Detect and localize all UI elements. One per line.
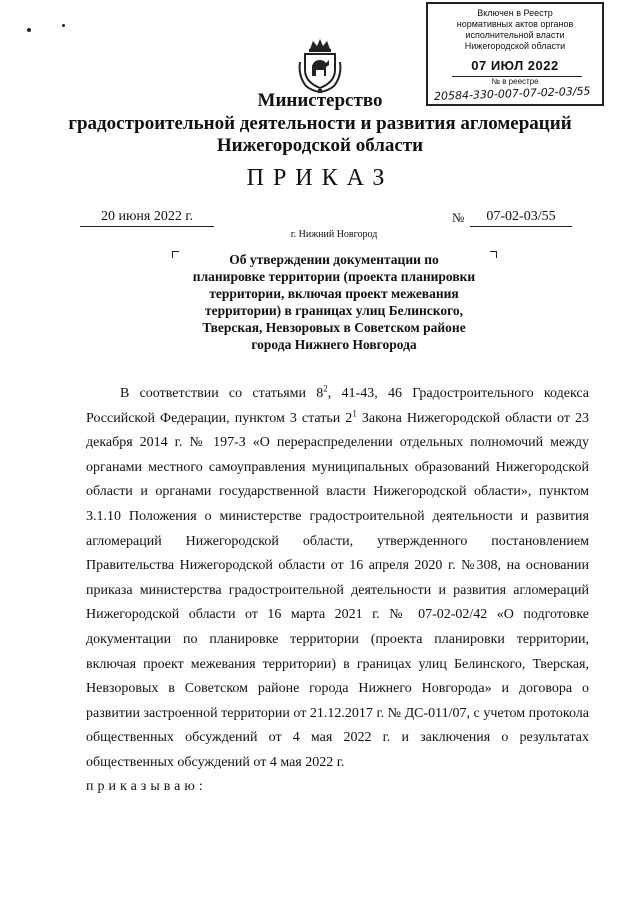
ministry-name-line1: Министерство <box>257 90 383 111</box>
scan-speck <box>62 24 65 27</box>
coat-of-arms-graphic <box>296 36 344 94</box>
document-date: 20 июня 2022 г. <box>80 209 214 227</box>
subject-line: планировке территории (проекта планировки <box>192 269 476 284</box>
body-text-part: Закона Нижегородской области от 23 декабря 2014 г. № 197-З «О перераспределении отдельных полномочий между органами местного самоуправления муниципальных образований Нижегородской области и органами государственной власти Нижегородской области», пунктом 3.1.10 Положения о министерстве градостроительной деятельности и развития агломераций Нижегородской области, утвержденного постановлением Правительства Нижегородской области от 16 апреля 2020 г. №308, на основании приказа министерства градостроительной деятельности и развития агломераций Нижегородской области от 16 марта 2021 г. № 07-02-02/42 «О подготовке документации по планировке территории (проекта планировки территории, включая проект межевания территории) в границах улиц Белинского, Тверская, Невзоровых в Советском районе города Нижнего Новгорода» и договора о развитии застроенной территории от 21.12.2017 г. № ДС-011/07, с учетом протокола общественных обсуждений от 4 мая 2022 г. и заключения о результатах общественных обсуждений от 4 мая 2022 г. <box>86 410 589 770</box>
body-text-part: В соответствии со статьями 8 <box>120 386 324 401</box>
body-paragraph <box>86 382 589 776</box>
article-superscript: 1 <box>352 407 357 418</box>
article-superscript: 2 <box>323 383 328 394</box>
coat-of-arms-icon <box>296 36 344 94</box>
ministry-name-line3: Нижегородской области <box>216 135 424 156</box>
registry-stamp-line: нормативных актов органов <box>456 19 574 29</box>
subject-line: города Нижнего Новгорода <box>251 337 417 352</box>
registry-stamp-line: исполнительной власти <box>465 30 565 40</box>
document-city: г. Нижний Новгород <box>290 229 378 240</box>
document-number: 07-02-03/55 <box>470 209 572 227</box>
subject-line: территории) в границах улиц Белинского, <box>204 303 464 318</box>
registry-stamp-number: 20584-330-007-07-02-03/55 <box>433 84 591 103</box>
ministry-name-line2: градостроительной деятельности и развития агломераций <box>68 113 572 134</box>
document-number-sign: № <box>452 210 465 225</box>
body-text-part: , 41-43, 46 Градостроительного кодекса Российской Федерации, пунктом 3 статьи 2 <box>86 386 589 426</box>
registry-stamp-line: Нижегородской области <box>464 41 566 51</box>
subject-line: Тверская, Невзоровых в Советском районе <box>202 320 466 335</box>
registry-stamp-text <box>428 8 602 52</box>
scan-speck <box>27 28 31 32</box>
registry-stamp-line: Включен в Реестр <box>477 8 553 18</box>
order-closing-word: приказываю: <box>86 779 207 794</box>
registry-stamp-number-label: № в реестре <box>491 77 539 86</box>
subject-line: территории, включая проект межевания <box>209 286 459 301</box>
document-subject <box>166 251 502 353</box>
subject-line: Об утверждении документации по <box>229 252 439 267</box>
document-type-title: ПРИКАЗ <box>246 165 394 191</box>
registry-stamp-date: 07 ИЮЛ 2022 <box>471 58 559 73</box>
